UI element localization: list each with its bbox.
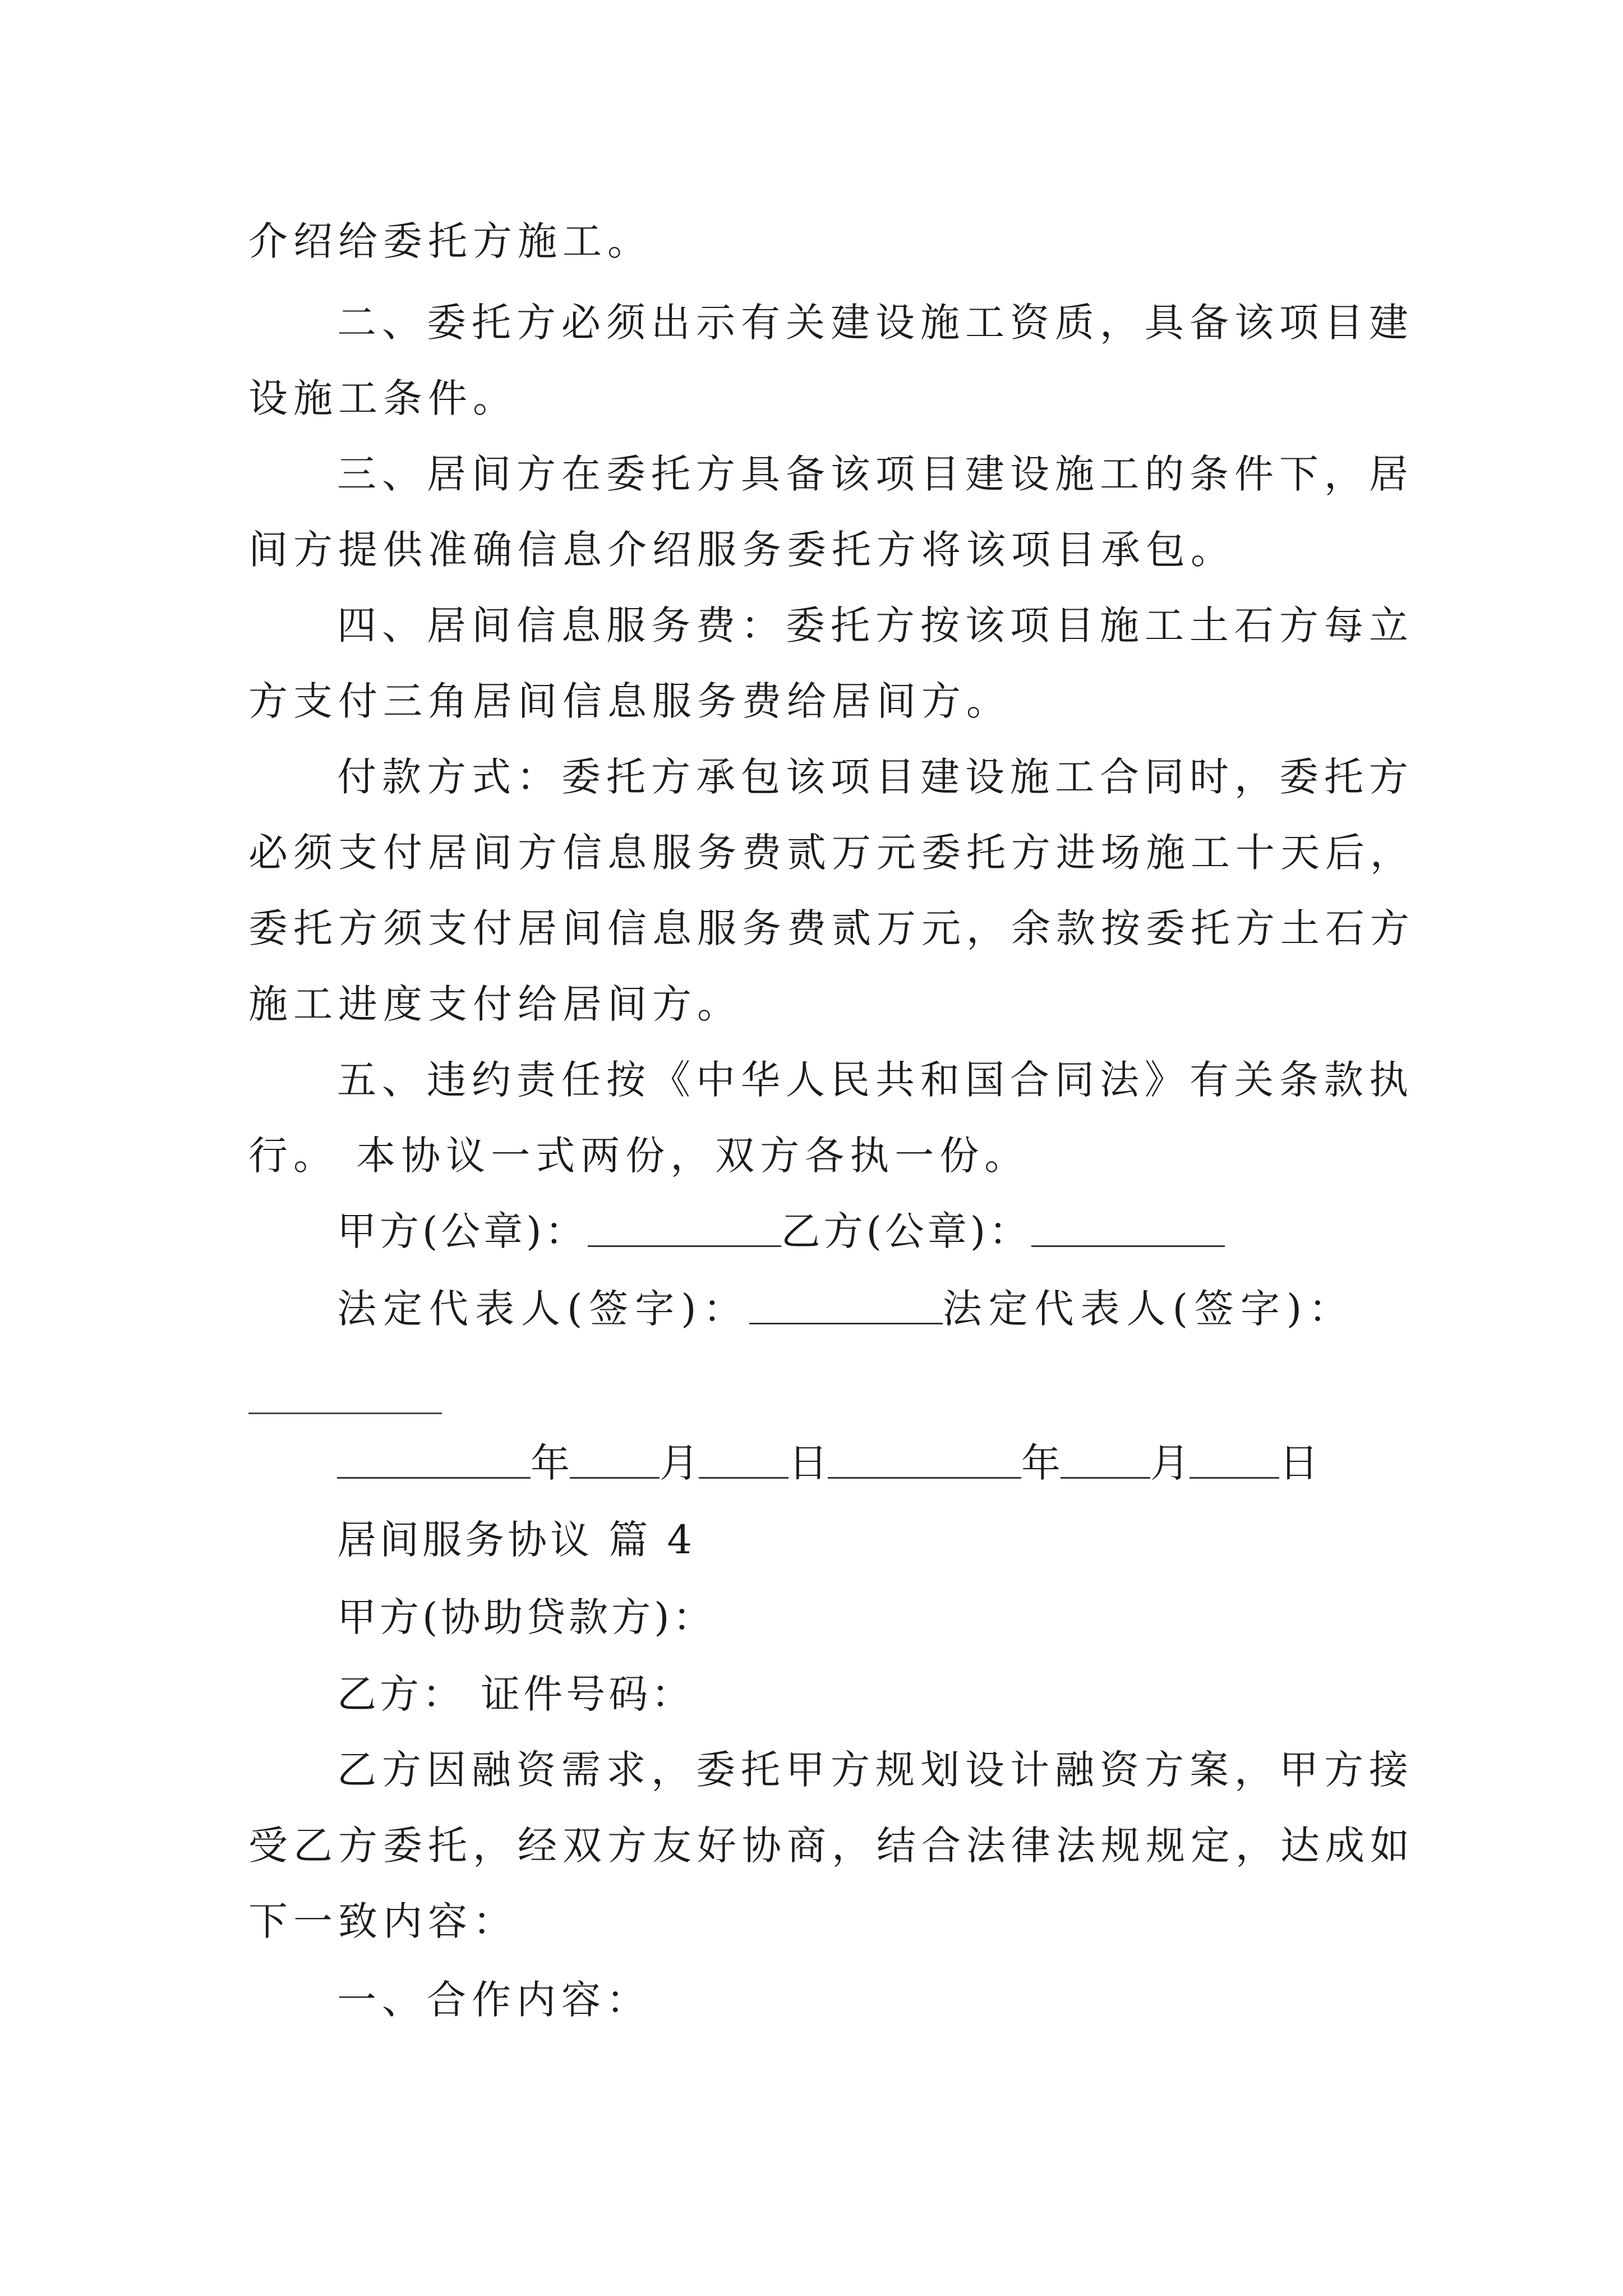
text-line: 三、居间方在委托方具备该项目建设施工的条件下，居 — [337, 451, 1414, 497]
month-b-label: 月 — [1150, 1440, 1189, 1486]
text-line: 介绍给委托方施工。 — [248, 218, 652, 264]
year-b-label: 年 — [1021, 1440, 1061, 1486]
seal-signature-row — [337, 1206, 1225, 1257]
text-line: 委托方须支付居间信息服务费贰万元，余款按委托方土石方 — [248, 905, 1415, 951]
party-b-seal-label: 乙方(公章)： — [781, 1208, 1032, 1254]
text-line: 下一致内容： — [248, 1898, 518, 1944]
text-line: 方支付三角居间信息服务费给居间方。 — [248, 678, 1011, 724]
rep-b-label: 法定代表人(签字)： — [942, 1286, 1355, 1332]
text-line: 四、居间信息服务费：委托方按该项目施工土石方每立 — [337, 602, 1414, 648]
text-line: 五、违约责任按《中华人民共和国合同法》有关条款执 — [337, 1057, 1414, 1103]
text-line: 间方提供准确信息介绍服务委托方将该项目承包。 — [248, 527, 1235, 573]
month-b-blank — [1061, 1476, 1150, 1479]
section-title: 居间服务协议 篇 4 — [337, 1517, 696, 1563]
day-b-blank — [1189, 1476, 1279, 1479]
party-b-seal-blank — [1031, 1245, 1225, 1247]
representative-signature-row — [337, 1283, 1354, 1334]
year-a-label: 年 — [531, 1440, 570, 1486]
text-line: 行。 本协议一式两份，双方各执一份。 — [248, 1133, 1030, 1179]
party-a-line: 甲方(协助贷款方)： — [337, 1594, 716, 1640]
text-line: 施工进度支付给居间方。 — [248, 981, 742, 1027]
date-row — [337, 1438, 1318, 1488]
text-line: 付款方式：委托方承包该项目建设施工合同时，委托方 — [337, 754, 1414, 800]
month-a-label: 月 — [660, 1440, 699, 1486]
text-line: 必须支付居间方信息服务费贰万元委托方进场施工十天后， — [248, 830, 1415, 876]
year-a-blank — [337, 1476, 531, 1479]
day-b-label: 日 — [1279, 1440, 1318, 1486]
text-line: 受乙方委托，经双方友好协商，结合法律法规规定，达成如 — [248, 1823, 1415, 1869]
rep-a-label: 法定代表人(签字)： — [337, 1286, 749, 1332]
month-a-blank — [570, 1476, 660, 1479]
item-heading: 一、合作内容： — [337, 1977, 651, 2023]
rep-a-blank — [749, 1322, 943, 1324]
day-a-blank — [699, 1476, 789, 1479]
party-b-line: 乙方： 证件号码： — [337, 1671, 694, 1717]
party-a-seal-label: 甲方(公章)： — [337, 1208, 588, 1254]
rep-b-blank — [248, 1412, 442, 1414]
text-line: 乙方因融资需求，委托甲方规划设计融资方案，甲方接 — [337, 1747, 1414, 1793]
text-line: 设施工条件。 — [248, 375, 518, 421]
year-b-blank — [828, 1476, 1021, 1479]
day-a-label: 日 — [789, 1440, 828, 1486]
party-a-seal-blank — [588, 1245, 781, 1247]
text-line: 二、委托方必须出示有关建设施工资质，具备该项目建 — [337, 300, 1414, 346]
